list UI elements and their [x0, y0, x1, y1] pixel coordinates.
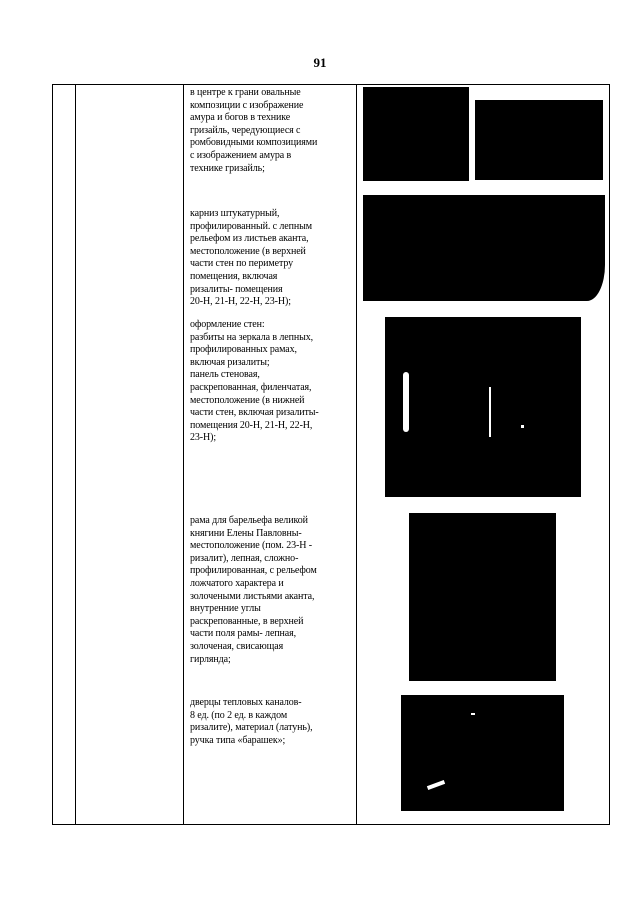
ceiling-medallion-photo [363, 87, 469, 181]
wall-decoration-description [190, 319, 356, 445]
photo-highlight [521, 425, 524, 428]
heating-vent-doors-description [190, 697, 356, 747]
column-divider [75, 85, 76, 824]
ceiling-medallions-description [190, 87, 356, 175]
bas-relief-frame-description [190, 515, 356, 666]
cornice-photo [363, 195, 605, 301]
ceiling-rhombus-photo [475, 100, 603, 180]
wall-panels-photo [385, 317, 581, 497]
photo-highlight [427, 780, 445, 790]
entry-text: рама для барельефа великой княгини Елены Павловны- местоположение (пом. 23-Н - ризалит), лепная, сложно- профилированная, с рельефом ложчатого характера и золочеными листьями аканта, внутренние углы раскрепованные, в верхней части поля рамы- лепная, золоченая, свисающая гирлянда; [190, 515, 317, 665]
bas-relief-frame-photo [409, 513, 556, 681]
document-table [52, 84, 610, 825]
photo-highlight [471, 713, 475, 715]
page-number: 91 [313, 55, 327, 70]
entry-text: дверцы тепловых каналов- 8 ед. (по 2 ед. в каждом ризалите), материал (латунь), ручка типа «барашек»; [190, 697, 313, 746]
column-divider [183, 85, 184, 824]
cornice-description [190, 208, 356, 309]
photo-highlight [403, 372, 409, 432]
entry-text: оформление стен: разбиты на зеркала в лепных, профилированных рамах, включая ризалиты; панель стеновая, раскрепованная, филенчатая, местоположение (в нижней части стен, включая ризалиты- помещения 20-Н, 21-Н, 22-Н, 23-Н); [190, 319, 319, 444]
column-divider [356, 85, 357, 824]
heating-vent-door-photo [401, 695, 564, 811]
entry-text: карниз штукатурный, профилированный. с лепным рельефом из листьев аканта, местоположение (в верхней части стен по периметру помещения, включая ризалиты- помещения 20-Н, 21-Н, 22-Н, 23-Н); [190, 208, 312, 308]
photo-highlight [489, 387, 491, 437]
entry-text: в центре к грани овальные композиции с изображение амура и богов в технике гризайль, чередующиеся с ромбовидными композициями с изображением амура в технике гризайль; [190, 87, 318, 174]
